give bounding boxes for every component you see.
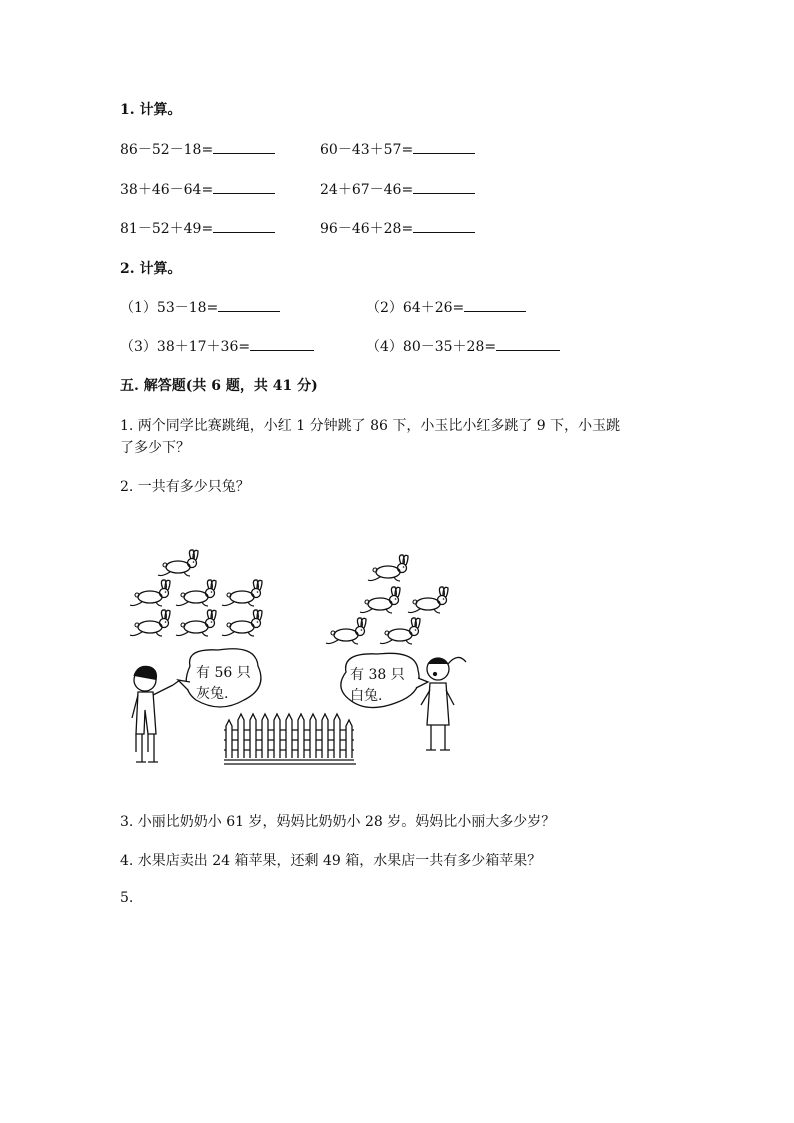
right-bubble-line-2: 白兔. [350,688,383,704]
white-rabbit [326,618,366,644]
answer-blank[interactable] [213,218,275,233]
expression: （1）53－18= [120,300,219,316]
question-3: 3. 小丽比奶奶小 61 岁，妈妈比奶奶小 28 岁。妈妈比小丽大多少岁？ [120,814,556,830]
white-rabbit [408,587,448,613]
calc2-item-3 [120,336,314,356]
answer-blank[interactable] [413,218,475,233]
expression: （3）38＋17＋36= [120,339,251,355]
gray-rabbit [176,610,216,636]
calc2-item-1 [120,297,280,317]
calc-3-1 [120,218,275,238]
gray-rabbit [222,610,262,636]
section2-title: 2. 计算。 [120,261,182,277]
girl-figure [421,657,466,750]
expression: 24＋67－46= [320,182,414,198]
answer-blank[interactable] [464,297,526,312]
expression: 86－52－18= [120,142,214,158]
answer-blank[interactable] [218,297,280,312]
gray-rabbit [130,580,170,606]
fence [224,714,356,764]
answer-blank[interactable] [413,179,475,194]
calc-1-2 [320,139,475,159]
white-rabbit [380,618,420,644]
gray-rabbit [130,610,170,636]
answer-blank[interactable] [213,179,275,194]
gray-rabbit-group [130,550,262,636]
question-1-line-2: 了多少下？ [120,440,190,456]
answer-blank[interactable] [213,139,275,154]
calc-1-1 [120,139,275,159]
calc-2-2 [320,179,475,199]
expression: （4）80－35＋28= [366,339,497,355]
white-rabbit [360,587,400,613]
expression: 81－52＋49= [120,221,214,237]
calc-3-2 [320,218,475,238]
boy-figure [132,666,180,762]
calc2-item-2 [366,297,526,317]
expression: （2）64＋26= [366,300,465,316]
expression: 60－43＋57= [320,142,414,158]
white-rabbit-group [326,555,448,644]
part5-heading: 五. 解答题(共 6 题，共 41 分) [120,378,318,394]
calc-2-1 [120,179,275,199]
expression: 38＋46－64= [120,182,214,198]
right-bubble-line-1: 有 38 只 [350,667,405,683]
left-bubble-line-1: 有 56 只 [196,665,251,681]
question-5: 5. [120,890,134,906]
calc2-item-4 [366,336,560,356]
left-bubble-line-2: 灰兔. [196,686,229,702]
gray-rabbit [158,550,198,576]
gray-rabbit [222,580,262,606]
answer-blank[interactable] [250,336,314,351]
answer-blank[interactable] [496,336,560,351]
expression: 96－46＋28= [320,221,414,237]
rabbit-illustration [128,540,478,780]
white-rabbit [368,555,408,581]
question-2: 2. 一共有多少只兔？ [120,479,250,495]
question-1-line-1: 1. 两个同学比赛跳绳，小红 1 分钟跳了 86 下，小玉比小红多跳了 9 下，小玉跳 [120,418,621,434]
section1-title: 1. 计算。 [120,102,182,118]
rabbit-illustration-svg [128,540,478,780]
question-4: 4. 水果店卖出 24 箱苹果，还剩 49 箱，水果店一共有多少箱苹果？ [120,853,542,869]
answer-blank[interactable] [413,139,475,154]
gray-rabbit [176,580,216,606]
